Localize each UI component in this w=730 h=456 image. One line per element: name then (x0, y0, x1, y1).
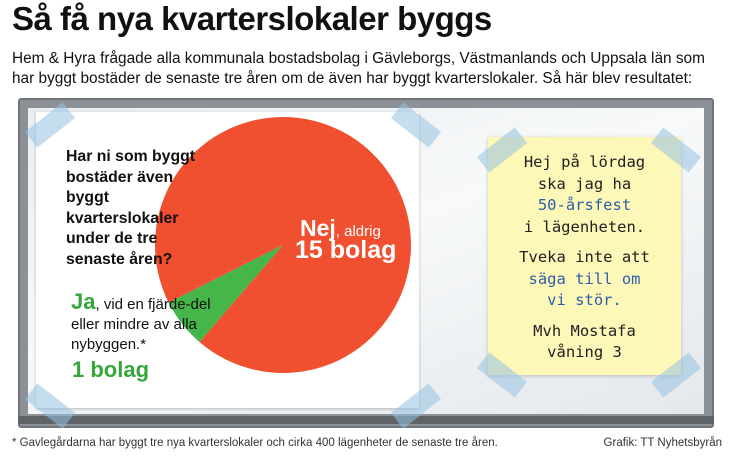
ja-detail: , vid en fjärde-del eller mindre av alla nybyggen.* (71, 296, 211, 353)
nej-word: Nej (300, 215, 336, 241)
ja-word: Ja (71, 289, 96, 314)
sticky-line-1: Hej på lördag (523, 153, 646, 171)
page-title: Så få nya kvarterslokaler byggs (12, 0, 492, 37)
ja-count: 1 bolag (72, 357, 150, 382)
nej-detail: , aldrig (335, 223, 381, 240)
sticky-line-3: 50-årsfest (537, 196, 632, 214)
footnote: * Gavlegårdarna har byggt tre nya kvarterslokaler och cirka 400 lägenheter de senaste tre åren. (12, 437, 498, 449)
sticky-line-4: i lägenheten. (523, 217, 646, 236)
chart-question: Har ni som byggt bostäder även byggt kvarterslokaler under de tre senaste åren? (66, 148, 196, 268)
sticky-note-text (488, 152, 681, 364)
credit: Grafik: TT Nyhetsbyrån (603, 437, 722, 449)
nej-count: 15 bolag (295, 236, 397, 264)
sticky-line-6: säga till om (528, 269, 641, 288)
ja-label (71, 289, 241, 355)
intro-text: Hem & Hyra frågade alla kommunala bostadsbolag i Gävleborgs, Västmanlands och Uppsala län som har byggt bostäder de senaste tre åren om de även har byggt kvarterslokaler. Så här blev resultatet: (12, 50, 705, 87)
sticky-line-5: Tveka inte att (519, 248, 650, 266)
sticky-line-7: vi stör. (547, 291, 622, 309)
sticky-line-9: våning 3 (547, 343, 622, 361)
sticky-line-2: ska jag ha (537, 174, 632, 193)
sticky-line-8: Mvh Mostafa (533, 321, 636, 340)
